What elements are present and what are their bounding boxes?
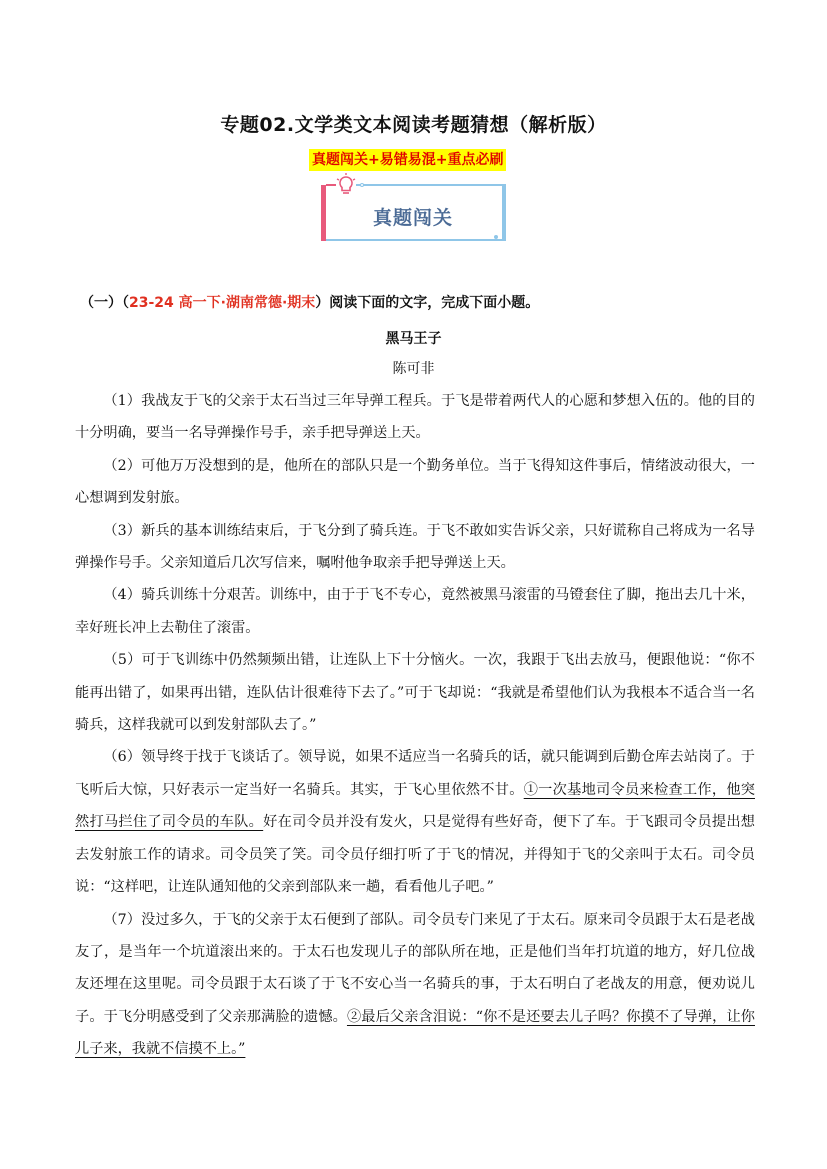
paragraph-5: （5）可于飞训练中仍然频频出错，让连队上下十分恼火。一次，我跟于飞出去放马，便跟他说：“你不能再出错了，如果再出错，连队估计很难待下去了。”可于飞却说：“我就是希望他们认为我根本不适合当一名骑兵，这样我就可以到发射部队去了。” <box>75 652 755 734</box>
paragraph-7 <box>75 904 755 1066</box>
paragraph-4: （4）骑兵训练十分艰苦。训练中，由于于飞不专心，竟然被黑马滚雷的马镫套住了脚，拖出去几十米，幸好班长冲上去勒住了滚雷。 <box>75 587 755 636</box>
paragraph-1: （1）我战友于飞的父亲于太石当过三年导弹工程兵。于飞是带着两代人的心愿和梦想入伍的。他的目的十分明确，要当一名导弹操作号手，亲手把导弹送上天。 <box>75 393 755 442</box>
underlined-sentence-2: ②最后父亲含泪说：“你不是还要去儿子吗？你摸不了导弹，让你儿子来，我就不信摸不上。” <box>75 1008 755 1058</box>
underlined-sentence-1: ①一次基地司令员来检查工作，他突然打马拦住了司令员的车队。 <box>75 781 755 831</box>
question-header <box>80 292 760 312</box>
paragraph-6-text-b: 好在司令员并没有发火，只是觉得有些好奇，便下了车。于飞跟司令员提出想去发射旅工作的请求。司令员笑了笑。司令员仔细打听了于飞的情况，并得知于飞的父亲叫于太石。司令员说：“这样吧，让连队通知他的父亲到部队来一趟，看看他儿子吧。” <box>75 814 755 896</box>
banner-label: 真题闯关 <box>372 207 453 229</box>
paragraph-6 <box>75 741 755 903</box>
paragraph-3: （3）新兵的基本训练结束后，于飞分到了骑兵连。于飞不敢如实告诉父亲，只好谎称自己将成为一名导弹操作号手。父亲知道后几次写信来，嘱咐他争取亲手把导弹送上天。 <box>75 522 755 572</box>
lightbulb-icon <box>334 173 358 197</box>
story-title: 黑马王子 <box>385 331 442 347</box>
story-author: 陈可非 <box>392 361 435 377</box>
section-banner <box>318 173 508 243</box>
question-source: 23-24 高一下·湖南常德·期末 <box>129 295 316 311</box>
paragraph-2: （2）可他万万没想到的是，他所在的部队只是一个勤务单位。当于飞得知这件事后，情绪波动很大，一心想调到发射旅。 <box>75 457 755 507</box>
story-body <box>75 385 755 1066</box>
paragraph-7-text-a: （7）没过多久，于飞的父亲于太石便到了部队。司令员专门来见了于太石。原来司令员跟于太石是老战友了，是当年一个坑道滚出来的。于太石也发现儿子的部队所在地，正是他们当年打坑道的地方，好几位战友还埋在这里呢。司令员跟于太石谈了于飞不安心当一名骑兵的事，于太石明白了老战友的用意，便劝说儿子。于飞分明感受到了父亲那满脸的遗憾。 <box>75 911 755 1025</box>
highlight-bar: 真题闯关+易错易混+重点必刷 <box>309 149 506 171</box>
page-title: 专题02.文学类文本阅读考题猜想（解析版） <box>220 114 607 136</box>
question-instruction: ）阅读下面的文字，完成下面小题。 <box>315 295 540 311</box>
question-prefix: （一）（ <box>80 295 129 311</box>
paragraph-6-text-a: （6）领导终于找于飞谈话了。领导说，如果不适应当一名骑兵的话，就只能调到后勤仓库去站岗了。于飞听后大惊，只好表示一定当好一名骑兵。其实，于飞心里依然不甘。 <box>75 749 755 798</box>
